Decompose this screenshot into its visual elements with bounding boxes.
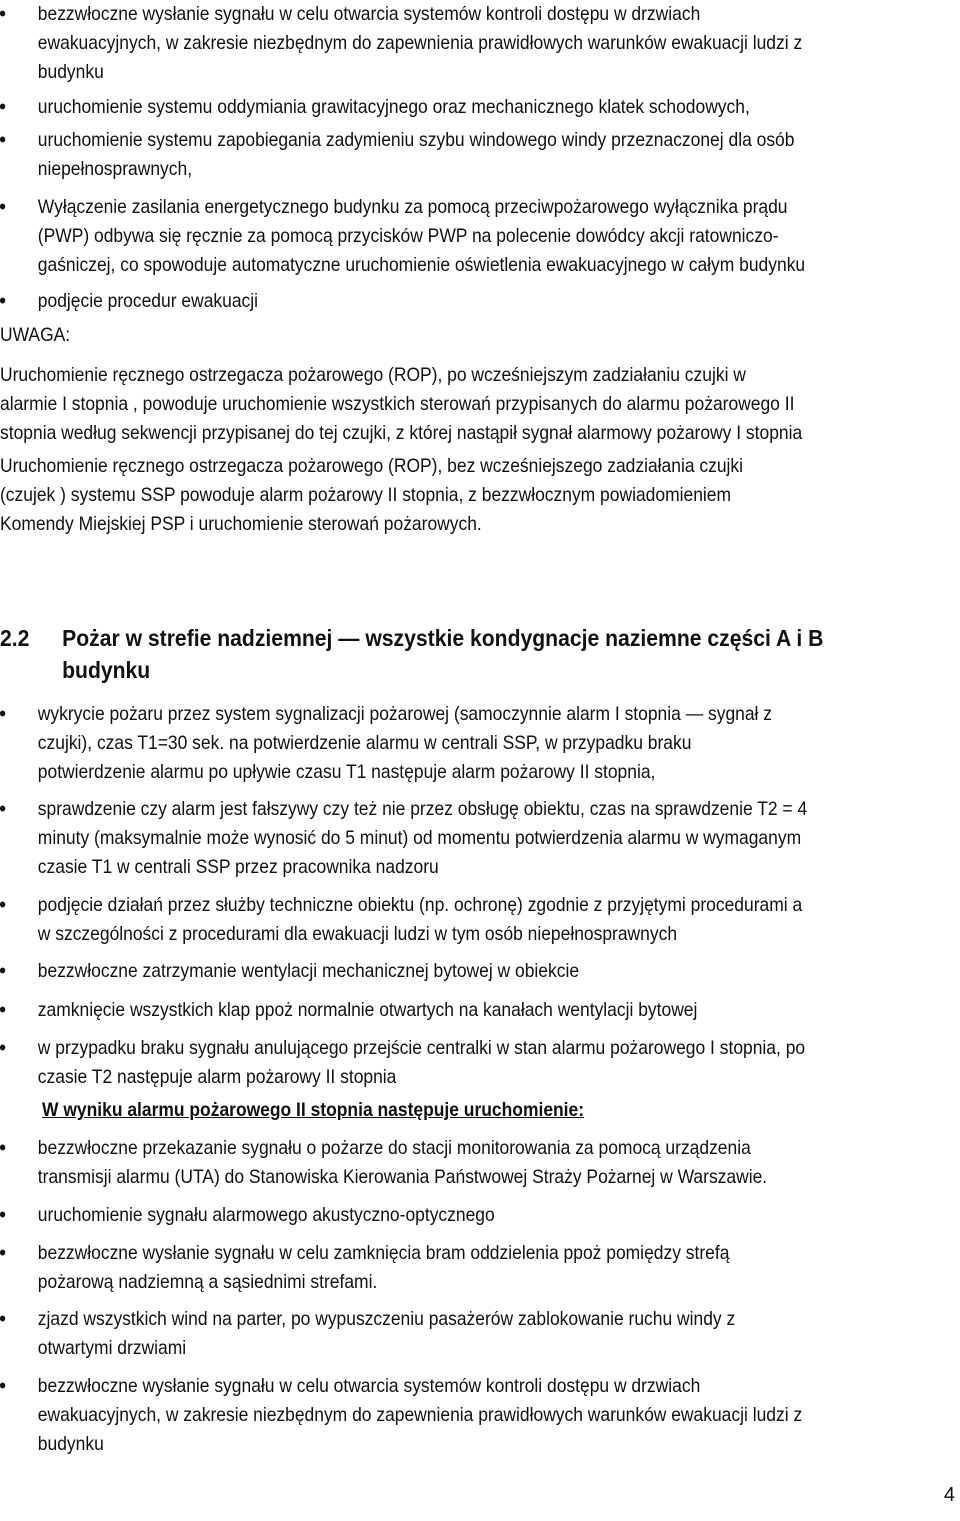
list-item-line: uruchomienie systemu oddymiania grawitacyjnego oraz mechanicznego klatek schodowych, [37, 96, 750, 118]
paragraph [0, 361, 802, 447]
list-item-line: potwierdzenie alarmu po upływie czasu T1 następuje alarm pożarowy II stopnia, [37, 760, 656, 783]
paragraph-line: Komendy Miejskiej PSP i uruchomienie sterowań pożarowych. [0, 512, 482, 535]
list-item-line: zjazd wszystkich wind na parter, po wypuszczeniu pasażerów zablokowanie ruchu windy z [37, 1308, 736, 1330]
list-item-line: bezzwłoczne wysłanie sygnału w celu otwarcia systemów kontroli dostępu w drzwiach [37, 3, 701, 25]
paragraph [0, 452, 743, 538]
list-item-line: transmisji alarmu (UTA) do Stanowiska Kierowania Państwowej Straży Pożarnej w Warszawie. [37, 1165, 768, 1188]
alarm-heading-text: W wyniku alarmu pożarowego II stopnia następuje uruchomienie: [42, 1099, 585, 1121]
paragraph-line: Uruchomienie ręcznego ostrzegacza pożarowego (ROP), po wcześniejszym zadziałaniu czujki w [0, 364, 746, 386]
list-item-line: bezzwłoczne wysłanie sygnału w celu otwarcia systemów kontroli dostępu w drzwiach [37, 1375, 701, 1397]
list-item-line: minuty (maksymalnie może wynosić do 5 minut) od momentu potwierdzenia alarmu w wymaganym [37, 826, 802, 849]
list-item-line: podjęcie procedur ewakuacji [37, 290, 259, 312]
list-item-line: Wyłączenie zasilania energetycznego budynku za pomocą przeciwpożarowego wyłącznika prądu [37, 196, 788, 218]
section-number: 2.2 [0, 625, 30, 651]
list-item-line: budynku [37, 1432, 104, 1455]
list-item-line: pożarową nadziemną a sąsiednimi strefami. [37, 1270, 378, 1293]
section-title-continuation: budynku [62, 657, 151, 683]
note-label: UWAGA: [0, 324, 71, 346]
paragraph-line: alarmie I stopnia , powoduje uruchomienie wszystkich sterowań przypisanych do alarmu pożarowego II [0, 392, 795, 415]
list-item-line: gaśniczej, co spowoduje automatyczne uruchomienie oświetlenia ewakuacyjnego w całym budynku [37, 253, 806, 276]
list-item-line: otwartymi drzwiami [37, 1336, 187, 1359]
list-item-line: bezzwłoczne zatrzymanie wentylacji mechanicznej bytowej w obiekcie [37, 960, 580, 982]
list-item-line: bezzwłoczne przekazanie sygnału o pożarze do stacji monitorowania za pomocą urządzenia [37, 1137, 751, 1159]
paragraph-line: Uruchomienie ręcznego ostrzegacza pożarowego (ROP), bez wcześniejszego zadziałania czujki [0, 455, 744, 477]
paragraph-line: (czujek ) systemu SSP powoduje alarm pożarowy II stopnia, z bezzwłocznym powiadomieniem [0, 483, 732, 506]
list-item-line: niepełnosprawnych, [37, 157, 193, 180]
list-item-line: ewakuacyjnych, w zakresie niezbędnym do zapewnienia prawidłowych warunków ewakuacji ludzi z [37, 31, 803, 54]
list-item-line: w szczególności z procedurami dla ewakuacji ludzi w tym osób niepełnosprawnych [37, 922, 678, 945]
list-item-line: podjęcie działań przez służby techniczne obiektu (np. ochronę) zgodnie z przyjętymi procedurami a [37, 894, 803, 916]
list-item-line: w przypadku braku sygnału anulującego przejście centralki w stan alarmu pożarowego I stopnia, po [37, 1037, 806, 1059]
page-number: 4 [943, 1484, 955, 1506]
alarm-heading [42, 1096, 584, 1125]
list-item-line: zamknięcie wszystkich klap ppoż normalnie otwartych na kanałach wentylacji bytowej [37, 999, 698, 1021]
list-item-line: czasie T2 następuje alarm pożarowy II stopnia [37, 1065, 397, 1088]
list-item-line: sprawdzenie czy alarm jest fałszywy czy też nie przez obsługę obiektu, czas na sprawdzenie T2 = 4 [37, 798, 808, 820]
paragraph-line: stopnia według sekwencji przypisanej do tej czujki, z której nastąpił sygnał alarmowy pożarowy I stopnia [0, 421, 803, 444]
list-item-line: uruchomienie systemu zapobiegania zadymieniu szybu windowego windy przeznaczonej dla osób [37, 129, 795, 151]
list-item-line: (PWP) odbywa się ręcznie za pomocą przycisków PWP na polecenie dowódcy akcji ratowniczo- [37, 224, 779, 247]
list-item-line: czujki), czas T1=30 sek. na potwierdzenie alarmu w centrali SSP, w przypadku braku [37, 731, 692, 754]
list-item-line: ewakuacyjnych, w zakresie niezbędnym do zapewnienia prawidłowych warunków ewakuacji ludzi z [37, 1403, 803, 1426]
list-item-line: uruchomienie sygnału alarmowego akustyczno-optycznego [37, 1204, 495, 1226]
list-item-line: wykrycie pożaru przez system sygnalizacji pożarowej (samoczynnie alarm I stopnia — sygnał z [37, 703, 773, 725]
section-title: Pożar w strefie nadziemnej — wszystkie kondygnacje naziemne części A i B [62, 625, 824, 651]
list-item-line: budynku [37, 60, 104, 83]
list-item-line: czasie T1 w centrali SSP przez pracownika nadzoru [37, 855, 439, 878]
list-item-line: bezzwłoczne wysłanie sygnału w celu zamknięcia bram oddzielenia ppoż pomiędzy strefą [37, 1242, 730, 1264]
